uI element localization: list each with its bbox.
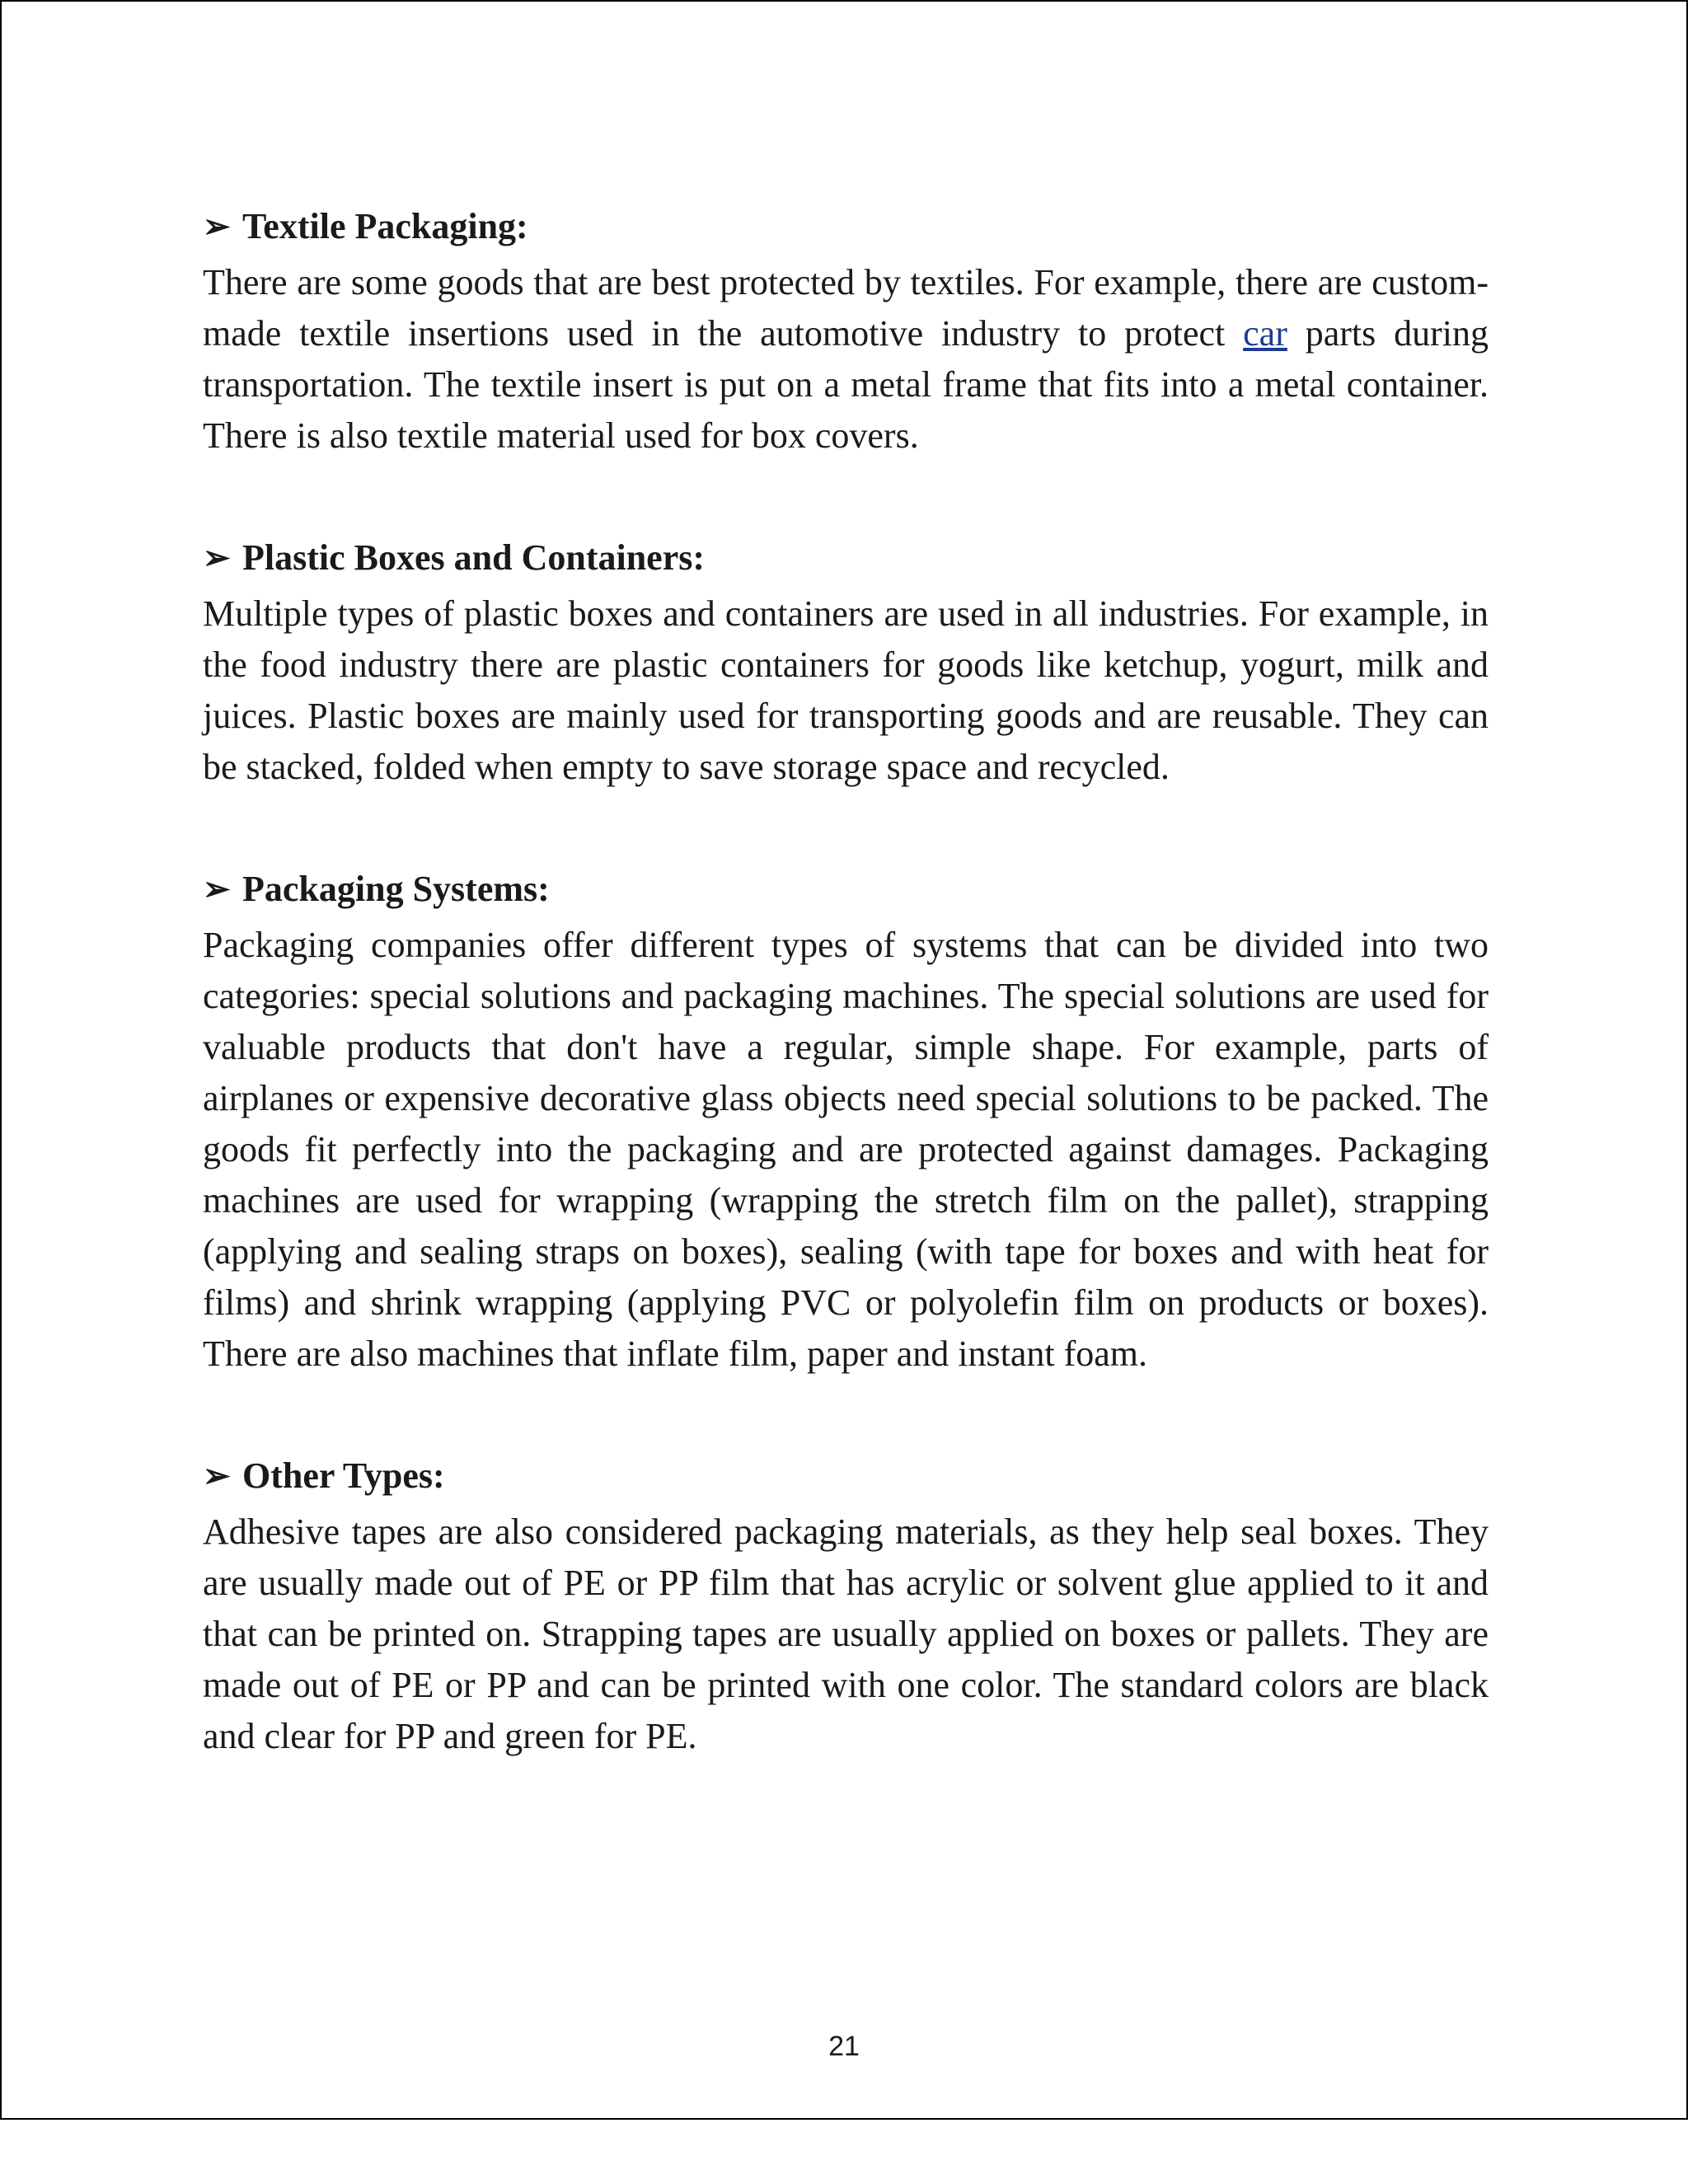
page-number: 21 — [828, 2031, 860, 2062]
section-heading — [203, 196, 1489, 257]
section-textile-packaging — [203, 196, 1489, 462]
paragraph-text: parts during transportation. The textile insert is put on a metal frame that fits into a metal container. There is also textile material used for box covers. — [203, 313, 1489, 456]
section-packaging-systems — [203, 859, 1489, 1380]
section-paragraph: Adhesive tapes are also considered packaging materials, as they help seal boxes. They are usually made out of PE or PP film that has acrylic or solvent glue applied to it and that can be printed on. Strapping tapes are usually applied on boxes or pallets. They are made out of PE or PP and can be printed with one color. The standard colors are black and clear for PP and green for PE. — [203, 1511, 1489, 1756]
arrow-bullet-icon: ➢ — [203, 1457, 231, 1494]
section-paragraph: Multiple types of plastic boxes and containers are used in all industries. For example, in the food industry there are plastic containers for goods like ketchup, yogurt, milk and juices. Plastic boxes are mainly used for transporting goods and are reusable. They can be stacked, folded when empty to save storage space and recycled. — [203, 593, 1489, 787]
section-other-types — [203, 1446, 1489, 1762]
section-plastic-boxes — [203, 527, 1489, 793]
page-content — [203, 196, 1489, 1762]
car-link[interactable]: car — [1243, 313, 1287, 354]
section-paragraph: Packaging companies offer different types of systems that can be divided into two categories: special solutions and packaging machines. The special solutions are used for valuable products that don't have a regular, simple shape. For example, parts of airplanes or expensive decorative glass objects need special solutions to be packed. The goods fit perfectly into the packaging and are protected against damages. Packaging machines are used for wrapping (wrapping the stretch film on the pallet), strapping (applying and sealing straps on boxes), sealing (with tape for boxes and with heat for films) and shrink wrapping (applying PVC or polyolefin film on products or boxes). There are also machines that inflate film, paper and instant foam. — [203, 925, 1489, 1374]
section-heading-text: Other Types: — [242, 1455, 445, 1496]
arrow-bullet-icon: ➢ — [203, 208, 231, 245]
arrow-bullet-icon: ➢ — [203, 870, 231, 907]
section-heading — [203, 859, 1489, 920]
section-heading — [203, 1446, 1489, 1507]
section-paragraph — [203, 257, 1489, 462]
section-heading-text: Textile Packaging: — [242, 206, 528, 246]
paragraph-text: There are some goods that are best protected by textiles. For example, there are custom-made textile insertions used in the automotive industry to protect — [203, 262, 1489, 354]
arrow-bullet-icon: ➢ — [203, 539, 231, 576]
section-heading-text: Packaging Systems: — [242, 869, 550, 909]
section-heading-text: Plastic Boxes and Containers: — [242, 537, 705, 578]
section-heading — [203, 527, 1489, 588]
